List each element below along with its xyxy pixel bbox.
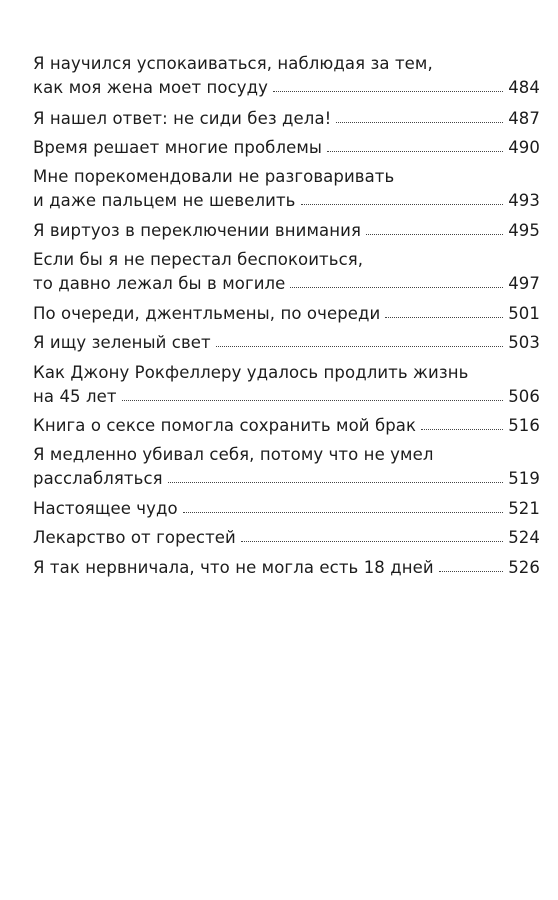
toc-entry bbox=[33, 136, 540, 160]
toc-entry-title-line: Мне порекомендовали не разговаривать bbox=[33, 167, 395, 186]
dot-leader bbox=[366, 234, 503, 235]
toc-page-number: 506 bbox=[508, 387, 540, 406]
toc-page-number: 521 bbox=[508, 499, 540, 518]
toc-page-number: 516 bbox=[508, 416, 540, 435]
toc-entry bbox=[33, 526, 540, 550]
toc-entry bbox=[33, 107, 540, 131]
dot-leader bbox=[122, 400, 504, 401]
toc-entry bbox=[33, 52, 540, 100]
toc-page-number: 490 bbox=[508, 138, 540, 157]
toc-entry bbox=[33, 414, 540, 438]
toc-entry-title-line: Я ищу зеленый свет bbox=[33, 333, 211, 352]
dot-leader bbox=[439, 571, 503, 572]
toc-page-number: 497 bbox=[508, 274, 540, 293]
toc-entry-title-line: Я научился успокаиваться, наблюдая за тем, bbox=[33, 54, 433, 73]
toc-entry-title-line: на 45 лет bbox=[33, 387, 117, 406]
table-of-contents bbox=[33, 52, 540, 580]
dot-leader bbox=[216, 346, 503, 347]
toc-entry-title-line: Как Джону Рокфеллеру удалось продлить жизнь bbox=[33, 363, 469, 382]
toc-entry-title-line: Книга о сексе помогла сохранить мой брак bbox=[33, 416, 417, 435]
toc-entry bbox=[33, 331, 540, 355]
toc-entry-title-line: Время решает многие проблемы bbox=[33, 138, 323, 157]
dot-leader bbox=[336, 122, 503, 123]
toc-entry-title-line: как моя жена моет посуду bbox=[33, 78, 269, 97]
toc-entry bbox=[33, 248, 540, 296]
toc-entry-title-line: Я медленно убивал себя, потому что не умел bbox=[33, 445, 434, 464]
toc-page-number: 487 bbox=[508, 109, 540, 128]
dot-leader bbox=[385, 317, 503, 318]
toc-entry bbox=[33, 361, 540, 409]
toc-entry-title-line: Настоящее чудо bbox=[33, 499, 178, 518]
toc-entry-title-line: Я так нервничала, что не могла есть 18 дней bbox=[33, 558, 434, 577]
toc-entry-title-line: По очереди, джентльмены, по очереди bbox=[33, 304, 381, 323]
dot-leader bbox=[327, 151, 503, 152]
toc-entry-title-line: Я нашел ответ: не сиди без дела! bbox=[33, 109, 332, 128]
toc-entry bbox=[33, 165, 540, 213]
toc-page-number: 484 bbox=[508, 78, 540, 97]
toc-page-number: 524 bbox=[508, 528, 540, 547]
toc-page-number: 503 bbox=[508, 333, 540, 352]
dot-leader bbox=[241, 541, 503, 542]
toc-entry bbox=[33, 302, 540, 326]
toc-page-number: 501 bbox=[508, 304, 540, 323]
dot-leader bbox=[273, 91, 503, 92]
dot-leader bbox=[168, 482, 504, 483]
toc-entry bbox=[33, 556, 540, 580]
toc-entry-title-line: то давно лежал бы в могиле bbox=[33, 274, 286, 293]
toc-entry-title-line: Лекарство от горестей bbox=[33, 528, 236, 547]
toc-page-number: 519 bbox=[508, 469, 540, 488]
dot-leader bbox=[421, 429, 503, 430]
toc-page-number: 495 bbox=[508, 221, 540, 240]
toc-entry bbox=[33, 497, 540, 521]
toc-entry bbox=[33, 443, 540, 491]
toc-page-number: 526 bbox=[508, 558, 540, 577]
toc-entry-title-line: Я виртуоз в переключении внимания bbox=[33, 221, 361, 240]
toc-entry-title-line: расслабляться bbox=[33, 469, 163, 488]
dot-leader bbox=[183, 512, 503, 513]
toc-entry-title-line: и даже пальцем не шевелить bbox=[33, 191, 296, 210]
toc-page-number: 493 bbox=[508, 191, 540, 210]
dot-leader bbox=[301, 204, 504, 205]
toc-entry-title-line: Если бы я не перестал беспокоиться, bbox=[33, 250, 364, 269]
toc-entry bbox=[33, 219, 540, 243]
dot-leader bbox=[290, 287, 503, 288]
